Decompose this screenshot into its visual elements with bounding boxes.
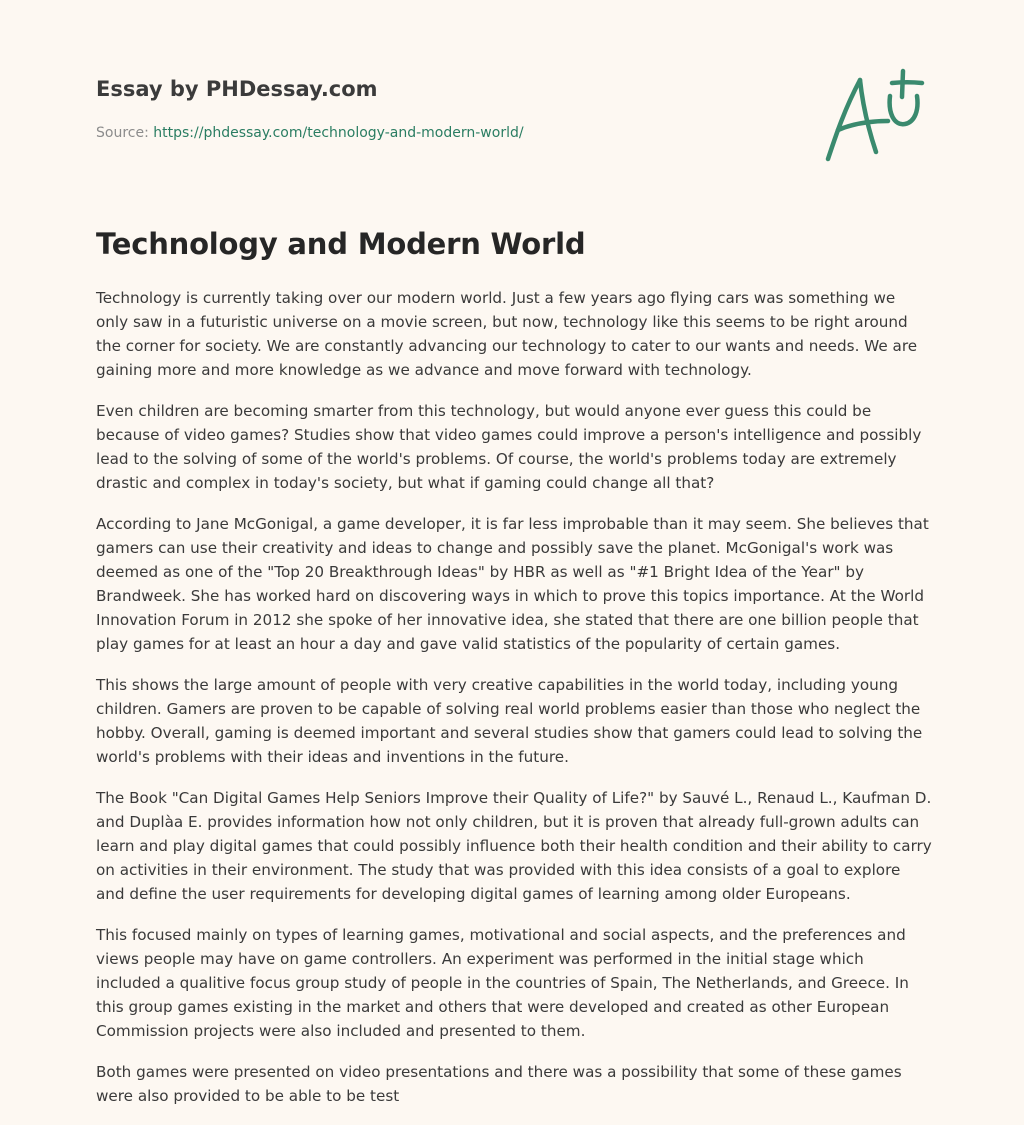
essay-paragraph: This focused mainly on types of learning games, motivational and social aspects, and the preferences and views people may have on game controllers. An experiment was performed in the initial stage which included a qualitive focus group study of people in the countries of Spain, The Netherlands, and Greece. In this group games existing in the market and others that were developed and created as other European Commission projects were also included and presented to them. (96, 926, 909, 1040)
essay-paragraph: This shows the large amount of people with very creative capabilities in the world today, including young children. Gamers are proven to be capable of solving real world problems easier than those who neglect the hobby. Overall, gaming is deemed important and several studies show that gamers could lead to solving the world's problems with their ideas and inventions in the future. (96, 676, 923, 766)
essay-body (96, 286, 932, 1125)
essay-paragraph: Technology is currently taking over our modern world. Just a few years ago flying cars was something we only saw in a futuristic universe on a movie screen, but now, technology like this seems to be right around the corner for society. We are constantly advancing our technology to cater to our wants and needs. We are gaining more and more knowledge as we advance and move forward with technology. (96, 289, 918, 379)
source-label: Source: (96, 125, 154, 141)
essay-paragraph: Even children are becoming smarter from this technology, but would anyone ever guess this could be because of video games? Studies show that video games could improve a person's intelligence and possibly lead to the solving of some of the world's problems. Of course, the world's problems today are extremely drastic and complex in today's society, but what if gaming could change all that? (96, 402, 922, 492)
page-header (96, 74, 736, 143)
source-line (96, 123, 736, 143)
essay-paragraph: The Book "Can Digital Games Help Seniors Improve their Quality of Life?" by Sauvé L., Renaud L., Kaufman D. and Duplàa E. provides information how not only children, but it is proven that already full-grown adults can learn and play digital games that could possibly influence both their health condition and their ability to carry on activities in their environment. The study that was provided with this idea consists of a goal to explore and define the user requirements for developing digital games of learning among older Europeans. (96, 789, 932, 903)
source-link[interactable]: https://phdessay.com/technology-and-modern-world/ (153, 125, 524, 141)
a-plus-logo-icon (818, 66, 930, 168)
brand-title: Essay by PHDessay.com (96, 77, 378, 101)
essay-paragraph: According to Jane McGonigal, a game developer, it is far less improbable than it may seem. She believes that gamers can use their creativity and ideas to change and possibly save the planet. McGonigal's work was deemed as one of the "Top 20 Breakthrough Ideas" by HBR as well as "#1 Bright Idea of the Year" by Brandweek. She has worked hard on discovering ways in which to prove this topics importance. At the World Innovation Forum in 2012 she spoke of her innovative idea, she stated that there are one billion people that play games for at least an hour a day and gave valid statistics of the popularity of certain games. (96, 515, 929, 653)
essay-title: Technology and Modern World (96, 227, 586, 261)
essay-paragraph: Both games were presented on video presentations and there was a possibility that some of these games were also provided to be able to be test (96, 1063, 902, 1105)
